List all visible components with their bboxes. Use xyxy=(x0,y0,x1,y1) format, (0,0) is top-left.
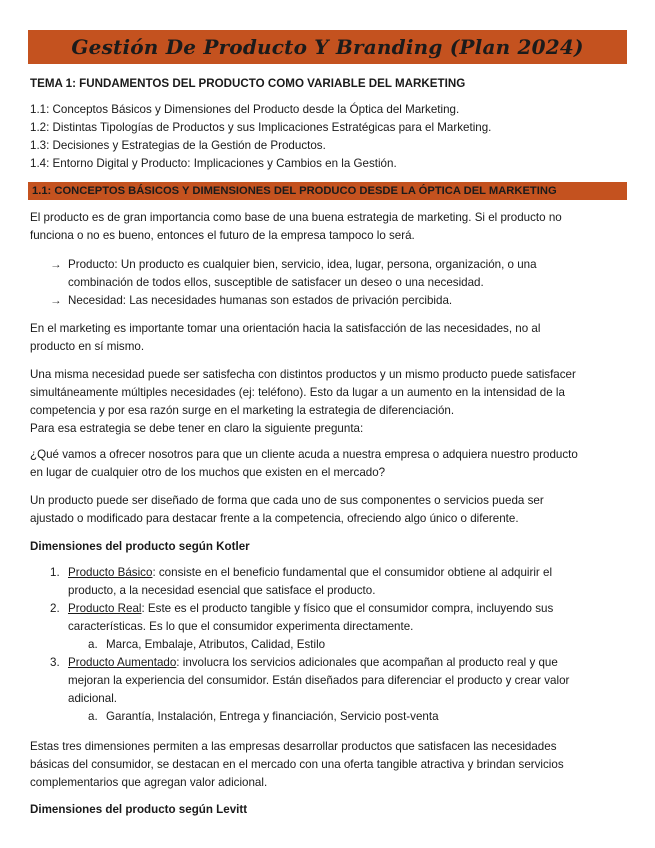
paragraph-necesidad: Una misma necesidad puede ser satisfecha con distintos productos y un mismo producto puede satisfacer simultáneamente múltiples necesidades (ej: teléfono). Esto da lugar a un aumento en la intensidad de la competencia y por esa razón surge en el marketing la estrategia de diferenciación. Para esa estrategia se debe tener en claro la siguiente pregunta: xyxy=(30,368,576,435)
sub-list-item: a. Garantía, Instalación, Entrega y financiación, Servicio post-venta xyxy=(88,710,439,723)
toc-item: 1.2: Distintas Tipologías de Productos y sus Implicaciones Estratégicas para el Marketing. xyxy=(30,121,492,134)
paragraph-orientation: En el marketing es importante tomar una orientación hacia la satisfacción de las necesidades, no al producto en sí mismo. xyxy=(30,322,541,353)
definition-item: → Producto: Un producto es cualquier bien, servicio, idea, lugar, persona, organización, o una combinación de todos ellos, susceptible de satisfacer un deseo o una necesidad. xyxy=(50,258,537,289)
toc-item: 1.3: Decisiones y Estrategias de la Gestión de Productos. xyxy=(30,139,326,152)
toc-item: 1.1: Conceptos Básicos y Dimensiones del Producto desde la Óptica del Marketing. xyxy=(30,103,460,116)
levitt-heading: Dimensiones del producto según Levitt xyxy=(30,803,248,816)
term: Producto Aumentado xyxy=(68,656,177,669)
paragraph-pregunta: ¿Qué vamos a ofrecer nosotros para que un cliente acuda a nuestra empresa o adquiera nuestro producto en lugar de cualquier otro de los muchos que existen en el mercado? xyxy=(30,448,578,479)
tema-heading: TEMA 1: FUNDAMENTOS DEL PRODUCTO COMO VARIABLE DEL MARKETING xyxy=(30,77,466,90)
term: Producto Básico xyxy=(68,566,153,579)
intro-paragraph: El producto es de gran importancia como base de una buena estrategia de marketing. Si el producto no funciona o no es bueno, entonces el futuro de la empresa tampoco lo será. xyxy=(30,211,562,242)
definition-list xyxy=(30,256,625,310)
sub-list-item: a. Marca, Embalaje, Atributos, Calidad, Estilo xyxy=(88,638,326,651)
term: Producto Real xyxy=(68,602,142,615)
list-item: 2. Producto Real: Este es el producto tangible y físico que el consumidor compra, incluyendo sus características. Es lo que el consumidor experimenta directamente. xyxy=(50,602,554,633)
definition-item: → Necesidad: Las necesidades humanas son estados de privación percibida. xyxy=(30,292,625,310)
paragraph-diseno: Un producto puede ser diseñado de forma que cada uno de sus componentes o servicios pueda ser ajustado o modificado para destacar frente a la competencia, ofreciendo algo único o diferente. xyxy=(30,494,544,525)
section-heading: 1.1: CONCEPTOS BÁSICOS Y DIMENSIONES DEL PRODUCO DESDE LA ÓPTICA DEL MARKETING xyxy=(28,182,627,200)
arrow-right-icon: → xyxy=(50,258,62,271)
arrow-right-icon: → xyxy=(50,294,62,307)
kotler-heading: Dimensiones del producto según Kotler xyxy=(30,540,250,553)
document-title: Gestión De Producto Y Branding (Plan 2024) xyxy=(28,30,627,64)
kotler-list xyxy=(30,564,625,726)
toc-item: 1.4: Entorno Digital y Producto: Implicaciones y Cambios en la Gestión. xyxy=(30,157,397,170)
table-of-contents xyxy=(30,101,625,173)
list-item: 1. Producto Básico: consiste en el beneficio fundamental que el consumidor obtiene al adquirir el producto, a la necesidad esencial que satisface el producto. xyxy=(50,566,553,597)
list-item: 3. Producto Aumentado: involucra los servicios adicionales que acompañan al producto real y que mejoran la experiencia del consumidor. Están diseñados para diferenciar el producto y crear valor adicional. xyxy=(50,656,570,705)
paragraph-dimensiones: Estas tres dimensiones permiten a las empresas desarrollar productos que satisfacen las necesidades básicas del consumidor, se destacan en el mercado con una oferta tangible atractiva y brindan servicios complementarios que agregan valor adicional. xyxy=(30,740,564,789)
